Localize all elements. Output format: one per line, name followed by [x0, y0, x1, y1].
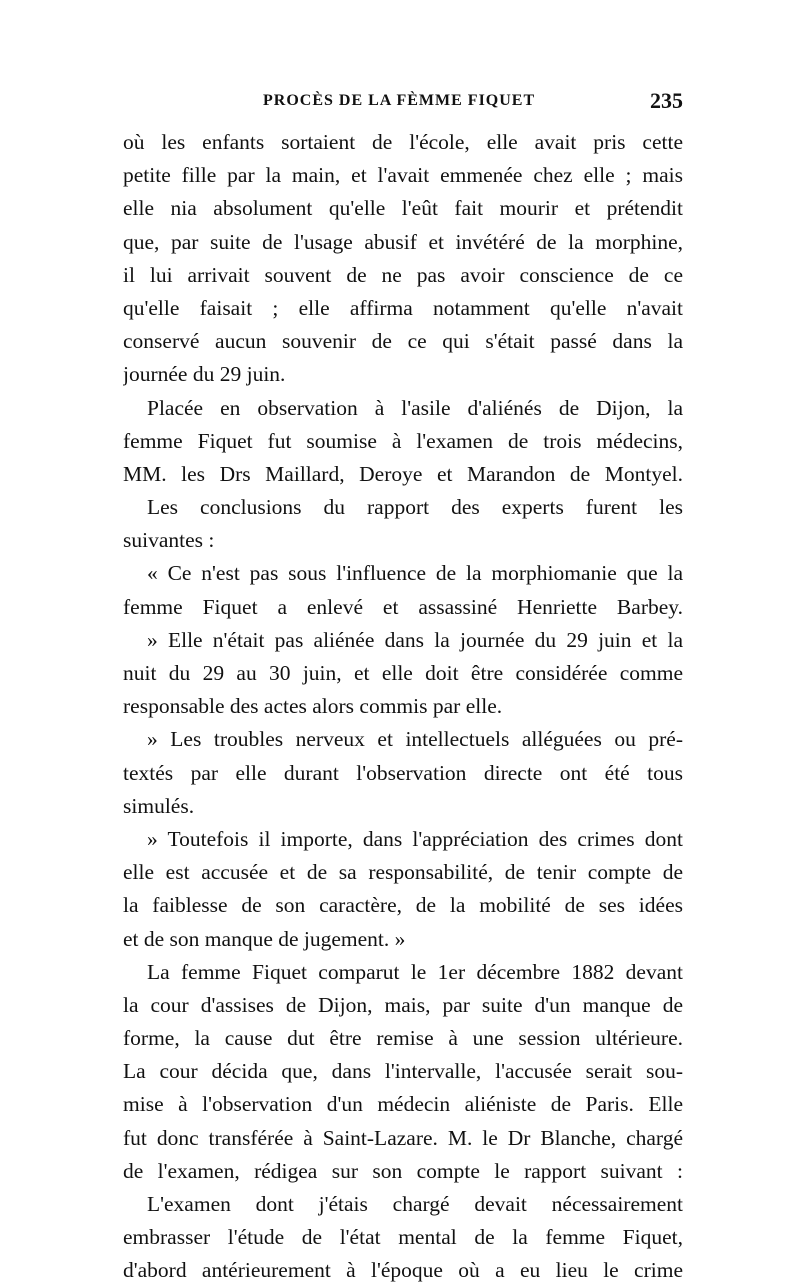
- text-line: embrasser l'étude de l'état mental de la femme Fiquet,: [123, 1225, 683, 1250]
- text-line: que, par suite de l'usage abusif et invétéré de la morphine,: [123, 229, 683, 254]
- text-line: » Les troubles nerveux et intellectuels alléguées ou pré-: [147, 727, 683, 752]
- text-line: d'abord antérieurement à l'époque où a eu lieu le crime: [123, 1258, 683, 1283]
- text-line: fut donc transférée à Saint-Lazare. M. le Dr Blanche, chargé: [123, 1125, 683, 1150]
- text-line: MM. les Drs Maillard, Deroye et Marandon de Montyel.: [123, 461, 683, 486]
- text-line: elle est accusée et de sa responsabilité, de tenir compte de: [123, 860, 683, 885]
- text-line: » Toutefois il importe, dans l'appréciation des crimes dont: [147, 826, 683, 851]
- text-line: mise à l'observation d'un médecin aliéniste de Paris. Elle: [123, 1092, 683, 1117]
- text-line: la faiblesse de son caractère, de la mobilité de ses idées: [123, 893, 683, 918]
- text-line: forme, la cause dut être remise à une session ultérieure.: [123, 1026, 683, 1051]
- running-title: PROCÈS DE LA FÈMME FIQUET: [263, 92, 536, 109]
- text-line: textés par elle durant l'observation directe ont été tous: [123, 760, 683, 785]
- text-line: journée du 29 juin.: [123, 362, 286, 387]
- text-line: la cour d'assises de Dijon, mais, par suite d'un manque de: [123, 992, 683, 1017]
- text-line: « Ce n'est pas sous l'influence de la morphiomanie que la: [147, 561, 683, 586]
- text-line: petite fille par la main, et l'avait emmenée chez elle ; mais: [123, 163, 683, 188]
- text-line: responsable des actes alors commis par elle.: [123, 694, 503, 719]
- text-line: elle nia absolument qu'elle l'eût fait mourir et prétendit: [123, 196, 683, 221]
- text-line: et de son manque de jugement. »: [123, 926, 406, 951]
- text-line: qu'elle faisait ; elle affirma notamment qu'elle n'avait: [123, 295, 683, 320]
- text-line: femme Fiquet a enlevé et assassiné Henriette Barbey.: [123, 594, 683, 619]
- page-number: 235: [650, 88, 683, 113]
- page-body: [123, 126, 683, 1288]
- running-header: [123, 88, 683, 118]
- text-line: femme Fiquet fut soumise à l'examen de trois médecins,: [123, 428, 683, 453]
- text-line: il lui arrivait souvent de ne pas avoir conscience de ce: [123, 262, 683, 287]
- text-line: L'examen dont j'étais chargé devait nécessairement: [147, 1192, 683, 1216]
- text-line: conservé aucun souvenir de ce qui s'était passé dans la: [123, 329, 683, 354]
- text-line: La femme Fiquet comparut le 1er décembre 1882 devant: [147, 959, 683, 984]
- text-line: Placée en observation à l'asile d'aliénés de Dijon, la: [147, 395, 683, 420]
- text-line: simulés.: [123, 793, 195, 818]
- text-line: suivantes :: [123, 528, 215, 553]
- text-line: La cour décida que, dans l'intervalle, l'accusée serait sou-: [123, 1059, 683, 1084]
- text-line: où les enfants sortaient de l'école, elle avait pris cette: [123, 130, 683, 154]
- text-line: Les conclusions du rapport des experts furent les: [147, 495, 683, 520]
- text-line: nuit du 29 au 30 juin, et elle doit être considérée comme: [123, 661, 683, 685]
- text-line: de l'examen, rédigea sur son compte le rapport suivant :: [123, 1158, 683, 1183]
- text-line: » Elle n'était pas aliénée dans la journée du 29 juin et la: [147, 627, 683, 652]
